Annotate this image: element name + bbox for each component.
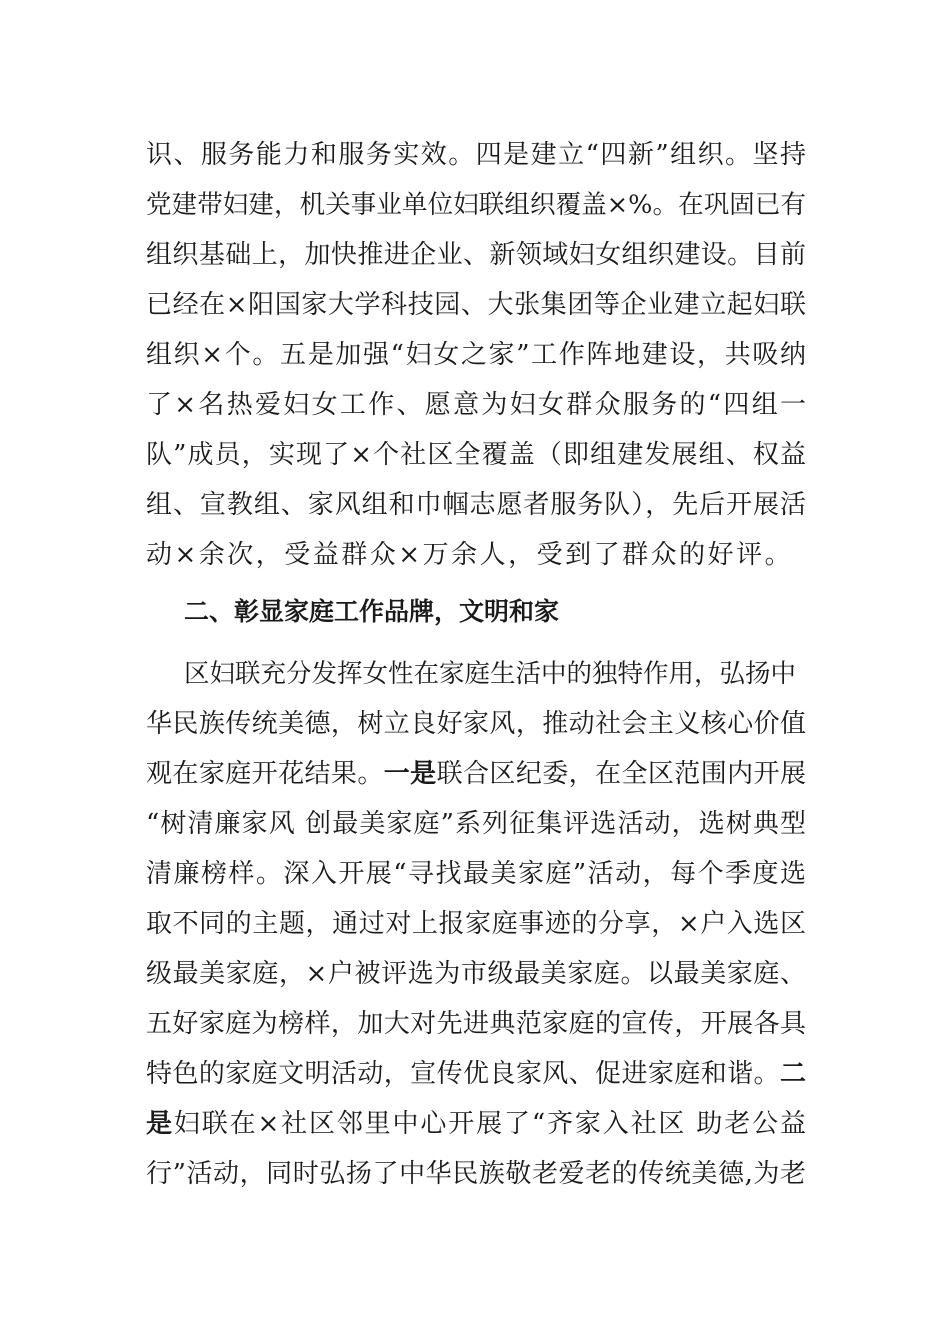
paragraph-line: 组、宣教组、家风组和巾帼志愿者服务队），先后开展活 (146, 490, 806, 520)
paragraph-line: 区妇联充分发挥女性在家庭生活中的独特作用，弘扬中 (184, 659, 797, 689)
paragraph-line: 动×余次，受益群众×万余人，受到了群众的好评。 (146, 540, 794, 570)
bold-marker: 二 (779, 1059, 806, 1089)
paragraph-line: 了×名热爱妇女工作、愿意为妇女群众服务的“四组一 (146, 390, 806, 420)
paragraph-line: 行”活动，同时弘扬了中华民族敬老爱老的传统美德,为老 (146, 1159, 806, 1189)
paragraph-line: 华民族传统美德，树立良好家风，推动社会主义核心价值 (146, 709, 806, 739)
paragraph-line: 级最美家庭，×户被评选为市级最美家庭。以最美家庭、 (146, 959, 806, 989)
paragraph-line: 组织基础上，加快推进企业、新领域妇女组织建设。目前 (146, 240, 806, 270)
text-run: 特色的家庭文明活动，宣传优良家风、促进家庭和谐。 (146, 1059, 780, 1089)
text-run: 观在家庭开花结果。 (146, 759, 384, 789)
paragraph-line: 队”成员，实现了×个社区全覆盖（即组建发展组、权益 (146, 440, 806, 470)
paragraph-line: “树清廉家风 创最美家庭”系列征集评选活动，选树典型 (146, 809, 806, 839)
paragraph-line: 组织×个。五是加强“妇女之家”工作阵地建设，共吸纳 (146, 340, 806, 370)
paragraph-line (146, 757, 806, 791)
bold-marker: 是 (146, 1109, 174, 1139)
paragraph-line (146, 1057, 806, 1091)
paragraph-line: 五好家庭为榜样，加大对先进典范家庭的宣传，开展各具 (146, 1009, 806, 1039)
paragraph-line: 已经在×阳国家大学科技园、大张集团等企业建立起妇联 (146, 290, 806, 320)
text-run: 妇联在×社区邻里中心开展了“齐家入社区 助老公益 (173, 1109, 806, 1139)
paragraph-line: 取不同的主题，通过对上报家庭事迹的分享，×户入选区 (146, 909, 806, 939)
paragraph-line: 党建带妇建，机关事业单位妇联组织覆盖×%。在巩固已有 (146, 190, 806, 220)
paragraph-line (146, 1107, 806, 1141)
section-heading: 二、彰显家庭工作品牌，文明和家 (184, 597, 560, 626)
bold-marker: 一是 (383, 759, 437, 789)
paragraph-line: 清廉榜样。深入开展“寻找最美家庭”活动，每个季度选 (146, 859, 806, 889)
paragraph-line: 识、服务能力和服务实效。四是建立“四新”组织。坚持 (146, 140, 806, 170)
text-run: 联合区纪委，在全区范围内开展 (436, 759, 806, 789)
